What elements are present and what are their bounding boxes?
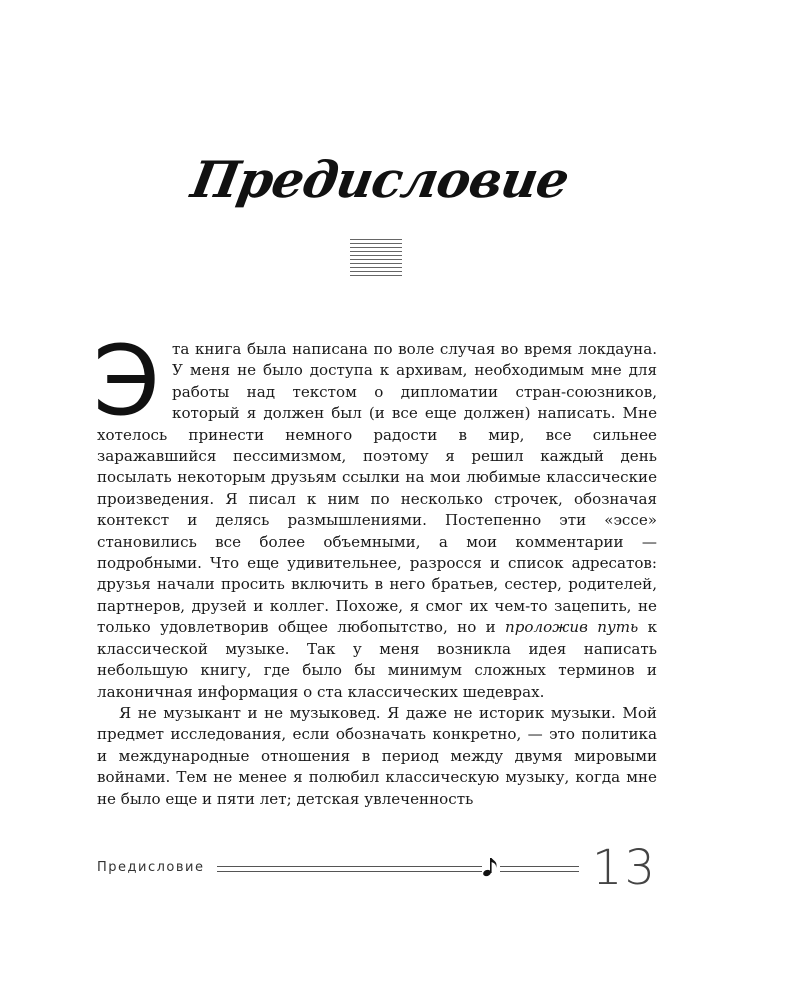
- paragraph-1-italic: проложив путь: [505, 618, 639, 637]
- paragraph-1: [93, 325, 658, 703]
- chapter-title: Предисловие: [187, 150, 573, 209]
- paragraph-1-text-b: к классической музыке. Так у меня возникла идея написать небольшую книгу, где было бы минимум сложных терминов и лаконичная информация о ста классических шедеврах.: [97, 618, 658, 701]
- page-footer: [97, 840, 657, 896]
- body-text: [93, 325, 658, 810]
- drop-cap: Э: [93, 325, 161, 437]
- footer-section-label: Предисловие: [97, 860, 205, 875]
- music-note-icon: [482, 856, 500, 878]
- staff-lines-ornament: [350, 239, 402, 277]
- footer-double-rule: [217, 866, 579, 874]
- paragraph-2: Я не музыкант и не музыковед. Я даже не историк музыки. Мой предмет исследования, если обозначать конкретно, — это политика и международные отношения в период между двумя мировыми войнами. Тем не менее я полюбил классическую музыку, когда мне не было еще и пяти лет; детская увлеченность: [97, 703, 657, 808]
- page-number: 13: [591, 840, 657, 896]
- paragraph-1-text-a: та книга была написана по воле случая во время локдауна. У меня не было доступа к архивам, необходимым мне для работы над текстом о дипломатии стран-союзников, который я должен был (и все еще должен) написать. Мне хотелось принести немного радости в мир, все сильнее заражавшийся пессимизмом, поэтому я решил каждый день посылать некоторым друзьям ссылки на мои любимые классические произведения. Я писал к ним по несколько строчек, обозначая контекст и делясь размышлениями. Постепенно эти «эссе» становились все более объемными, а мои комментарии — подробными. Что еще удивительнее, разросся и список адресатов: друзья начали просить включить в него братьев, сестер, родителей, партнеров, друзей и коллег. Похоже, я смог их чем-то зацепить, не только удовлетворив общее любопытство, но и: [97, 340, 657, 637]
